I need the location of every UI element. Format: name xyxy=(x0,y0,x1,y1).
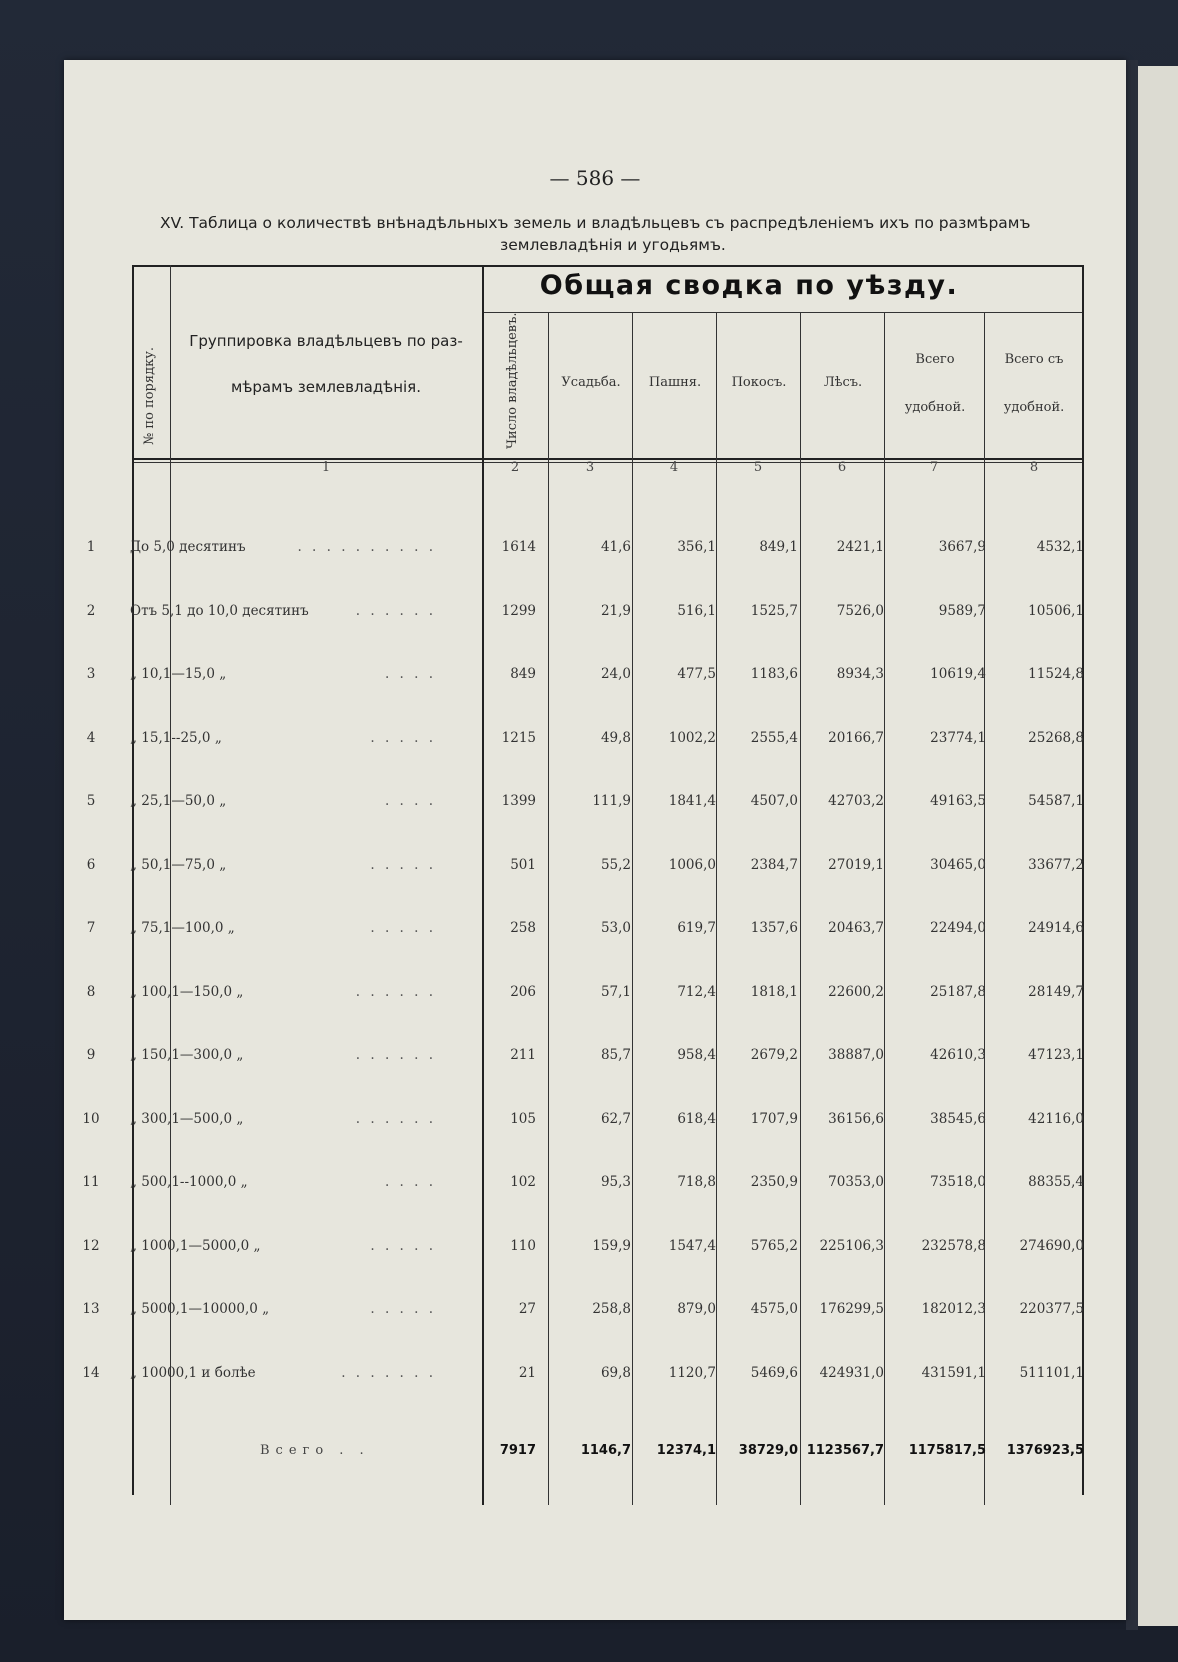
row-usadba: 53,0 xyxy=(600,920,631,936)
row-udobnoy: 25187,8 xyxy=(930,984,986,1000)
row-usadba: 69,8 xyxy=(600,1365,631,1381)
row-pokos: 4575,0 xyxy=(750,1301,798,1317)
row-owners: 1399 xyxy=(501,793,536,809)
row-vsego: 42116,0 xyxy=(1028,1111,1084,1127)
row-usadba: 41,6 xyxy=(600,539,631,555)
row-number: 2 xyxy=(86,603,96,619)
row-usadba: 24,0 xyxy=(600,666,631,682)
row-les: 36156,6 xyxy=(828,1111,884,1127)
column-number-4: 4 xyxy=(669,460,679,475)
row-udobnoy: 22494,0 xyxy=(930,920,986,936)
row-vsego: 511101,1 xyxy=(1019,1365,1084,1381)
row-owners: 1299 xyxy=(501,603,536,619)
row-group: „ 10,1—15,0 „ xyxy=(130,666,227,682)
row-owners: 258 xyxy=(510,920,536,936)
total-pokos: 38729,0 xyxy=(738,1443,798,1458)
row-pokos: 2384,7 xyxy=(750,857,798,873)
row-number: 7 xyxy=(86,920,96,936)
table-row xyxy=(0,603,1084,627)
row-pashnya: 1120,7 xyxy=(668,1365,716,1381)
les-column-header: Лѣсъ. xyxy=(823,375,863,390)
row-udobnoy: 23774,1 xyxy=(930,730,986,746)
row-les: 70353,0 xyxy=(828,1174,884,1190)
row-vsego: 274690,0 xyxy=(1019,1238,1084,1254)
row-owners: 1215 xyxy=(501,730,536,746)
row-usadba: 62,7 xyxy=(600,1111,631,1127)
row-vsego: 33677,2 xyxy=(1028,857,1084,873)
row-udobnoy: 182012,3 xyxy=(921,1301,986,1317)
row-udobnoy: 42610,3 xyxy=(930,1047,986,1063)
table-row xyxy=(0,1365,1084,1389)
vsego-udobnoy-line-1: Всего xyxy=(915,352,955,367)
row-les: 8934,3 xyxy=(836,666,884,682)
table-row xyxy=(0,984,1084,1008)
page-gutter xyxy=(1126,60,1138,1630)
row-owners: 206 xyxy=(510,984,536,1000)
row-usadba: 49,8 xyxy=(600,730,631,746)
row-pokos: 1525,7 xyxy=(750,603,798,619)
row-pashnya: 1547,4 xyxy=(668,1238,716,1254)
row-group: „ 100,1—150,0 „ xyxy=(130,984,244,1000)
row-group: „ 75,1—100,0 „ xyxy=(130,920,235,936)
row-number: 5 xyxy=(86,793,96,809)
row-usadba: 159,9 xyxy=(592,1238,631,1254)
row-group: „ 50,1—75,0 „ xyxy=(130,857,227,873)
column-number-8: 8 xyxy=(1029,460,1039,475)
table-top-rule xyxy=(132,265,1084,267)
row-vsego: 54587,1 xyxy=(1028,793,1084,809)
row-owners: 105 xyxy=(510,1111,536,1127)
total-usadba: 1146,7 xyxy=(580,1443,631,1458)
row-usadba: 95,3 xyxy=(600,1174,631,1190)
row-pokos: 5765,2 xyxy=(750,1238,798,1254)
row-pashnya: 879,0 xyxy=(677,1301,716,1317)
row-group: „ 10000,1 и болѣе xyxy=(130,1365,256,1381)
row-number: 12 xyxy=(82,1238,100,1254)
row-udobnoy: 3667,9 xyxy=(938,539,986,555)
row-pashnya: 618,4 xyxy=(677,1111,716,1127)
row-leader-dots: . . . . . xyxy=(370,1238,436,1254)
row-number: 11 xyxy=(82,1174,100,1190)
row-usadba: 111,9 xyxy=(592,793,631,809)
row-udobnoy: 9589,7 xyxy=(938,603,986,619)
grouping-header-line-1: Группировка владѣльцевъ по раз- xyxy=(189,332,463,350)
total-pashnya: 12374,1 xyxy=(656,1443,716,1458)
row-owners: 211 xyxy=(510,1047,536,1063)
table-row xyxy=(0,539,1084,563)
row-pokos: 1707,9 xyxy=(750,1111,798,1127)
table-row xyxy=(0,1301,1084,1325)
table-title xyxy=(160,212,1100,256)
title-line-2: землевладѣнія и угодьямъ. xyxy=(500,236,726,254)
row-owners: 27 xyxy=(518,1301,536,1317)
column-number-6: 6 xyxy=(837,460,847,475)
row-udobnoy: 431591,1 xyxy=(921,1365,986,1381)
row-pashnya: 718,8 xyxy=(677,1174,716,1190)
row-leader-dots: . . . . xyxy=(384,666,436,682)
grouping-header-line-2: мѣрамъ землевладѣнія. xyxy=(231,378,421,396)
row-leader-dots: . . . . xyxy=(384,1174,436,1190)
row-pokos: 2350,9 xyxy=(750,1174,798,1190)
row-vsego: 24914,6 xyxy=(1028,920,1084,936)
vsego-s-udobnoy-line-2: удобной. xyxy=(1003,400,1065,415)
owners-column-header: Число владѣльцевъ. xyxy=(505,312,520,449)
row-les: 176299,5 xyxy=(819,1301,884,1317)
table-row xyxy=(0,920,1084,944)
row-number: 6 xyxy=(86,857,96,873)
row-les: 20166,7 xyxy=(828,730,884,746)
table-row xyxy=(0,1111,1084,1135)
row-group: „ 300,1—500,0 „ xyxy=(130,1111,244,1127)
row-group: „ 5000,1—10000,0 „ xyxy=(130,1301,270,1317)
row-les: 22600,2 xyxy=(828,984,884,1000)
row-pashnya: 516,1 xyxy=(677,603,716,619)
row-usadba: 258,8 xyxy=(592,1301,631,1317)
col-border-4 xyxy=(632,312,633,1505)
row-usadba: 57,1 xyxy=(600,984,631,1000)
row-leader-dots: . . . . . . xyxy=(355,1111,436,1127)
vsego-s-udobnoy-line-1: Всего съ xyxy=(1004,352,1064,367)
row-owners: 501 xyxy=(510,857,536,873)
row-group: „ 1000,1—5000,0 „ xyxy=(130,1238,261,1254)
row-udobnoy: 10619,4 xyxy=(930,666,986,682)
row-usadba: 21,9 xyxy=(600,603,631,619)
row-pokos: 1357,6 xyxy=(750,920,798,936)
row-pokos: 849,1 xyxy=(759,539,798,555)
table-row xyxy=(0,793,1084,817)
row-group: До 5,0 десятинъ xyxy=(130,539,246,555)
row-group: „ 150,1—300,0 „ xyxy=(130,1047,244,1063)
column-number-5: 5 xyxy=(753,460,763,475)
row-pashnya: 712,4 xyxy=(677,984,716,1000)
column-number-2: 2 xyxy=(510,460,520,475)
row-leader-dots: . . . . xyxy=(384,793,436,809)
row-leader-dots: . . . . . xyxy=(370,857,436,873)
pashnya-column-header: Пашня. xyxy=(648,375,702,390)
row-leader-dots: . . . . . . xyxy=(355,603,436,619)
pokos-column-header: Покосъ. xyxy=(731,375,787,390)
column-number-1: 1 xyxy=(321,460,331,475)
table-row xyxy=(0,1238,1084,1262)
row-pashnya: 1841,4 xyxy=(668,793,716,809)
main-heading: Общая сводка по уѣзду. xyxy=(539,270,959,301)
total-label: Всего . . xyxy=(260,1443,370,1458)
row-number: 14 xyxy=(82,1365,100,1381)
row-vsego: 220377,5 xyxy=(1019,1301,1084,1317)
row-les: 225106,3 xyxy=(819,1238,884,1254)
row-les: 424931,0 xyxy=(819,1365,884,1381)
row-leader-dots: . . . . . xyxy=(370,730,436,746)
row-vsego: 47123,1 xyxy=(1028,1047,1084,1063)
row-owners: 102 xyxy=(510,1174,536,1190)
row-usadba: 85,7 xyxy=(600,1047,631,1063)
total-row xyxy=(0,1443,1084,1467)
col-border-7 xyxy=(884,312,885,1505)
usadba-column-header: Усадьба. xyxy=(561,375,621,390)
row-pokos: 1818,1 xyxy=(750,984,798,1000)
row-usadba: 55,2 xyxy=(600,857,631,873)
row-group: „ 500,1--1000,0 „ xyxy=(130,1174,248,1190)
row-udobnoy: 38545,6 xyxy=(930,1111,986,1127)
vsego-udobnoy-column-header xyxy=(886,336,984,432)
row-pokos: 2555,4 xyxy=(750,730,798,746)
row-les: 27019,1 xyxy=(828,857,884,873)
table-row xyxy=(0,666,1084,690)
row-number: 8 xyxy=(86,984,96,1000)
row-leader-dots: . . . . . xyxy=(370,920,436,936)
adjacent-page-edge xyxy=(1138,66,1178,1626)
row-leader-dots: . . . . . . xyxy=(355,984,436,1000)
row-pokos: 4507,0 xyxy=(750,793,798,809)
col-border-8 xyxy=(984,312,985,1505)
grouping-header xyxy=(172,318,480,410)
row-pashnya: 1006,0 xyxy=(668,857,716,873)
table-row xyxy=(0,857,1084,881)
total-vsego: 1376923,5 xyxy=(1006,1443,1084,1458)
total-udobnoy: 1175817,5 xyxy=(908,1443,986,1458)
row-owners: 21 xyxy=(518,1365,536,1381)
row-les: 42703,2 xyxy=(828,793,884,809)
column-number-3: 3 xyxy=(585,460,595,475)
row-udobnoy: 73518,0 xyxy=(930,1174,986,1190)
row-leader-dots: . . . . . . xyxy=(355,1047,436,1063)
row-pashnya: 1002,2 xyxy=(668,730,716,746)
row-group: „ 15,1--25,0 „ xyxy=(130,730,222,746)
table-row xyxy=(0,1047,1084,1071)
row-number: 13 xyxy=(82,1301,100,1317)
col-border-5 xyxy=(716,312,717,1505)
row-vsego: 25268,8 xyxy=(1028,730,1084,746)
row-udobnoy: 30465,0 xyxy=(930,857,986,873)
row-vsego: 11524,8 xyxy=(1028,666,1084,682)
row-les: 38887,0 xyxy=(828,1047,884,1063)
row-owners: 849 xyxy=(510,666,536,682)
row-udobnoy: 49163,5 xyxy=(930,793,986,809)
row-leader-dots: . . . . . . . xyxy=(341,1365,436,1381)
row-pashnya: 356,1 xyxy=(677,539,716,555)
number-column-header: № по порядку. xyxy=(142,347,157,445)
row-vsego: 88355,4 xyxy=(1028,1174,1084,1190)
table-row xyxy=(0,730,1084,754)
row-group: „ 25,1—50,0 „ xyxy=(130,793,227,809)
total-owners: 7917 xyxy=(499,1443,536,1458)
row-pashnya: 477,5 xyxy=(677,666,716,682)
main-heading-rule xyxy=(484,312,1084,313)
col-border-6 xyxy=(800,312,801,1505)
row-pokos: 2679,2 xyxy=(750,1047,798,1063)
row-pashnya: 958,4 xyxy=(677,1047,716,1063)
row-pokos: 1183,6 xyxy=(750,666,798,682)
row-udobnoy: 232578,8 xyxy=(921,1238,986,1254)
table-row xyxy=(0,1174,1084,1198)
row-owners: 1614 xyxy=(501,539,536,555)
page-number: — 586 — xyxy=(549,166,641,190)
row-number: 10 xyxy=(82,1111,100,1127)
vsego-udobnoy-line-2: удобной. xyxy=(904,400,966,415)
row-leader-dots: . . . . . . . . . . xyxy=(297,539,436,555)
total-les: 1123567,7 xyxy=(806,1443,884,1458)
row-les: 2421,1 xyxy=(836,539,884,555)
row-number: 3 xyxy=(86,666,96,682)
row-number: 9 xyxy=(86,1047,96,1063)
row-owners: 110 xyxy=(510,1238,536,1254)
row-pashnya: 619,7 xyxy=(677,920,716,936)
row-vsego: 28149,7 xyxy=(1028,984,1084,1000)
column-number-7: 7 xyxy=(929,460,939,475)
col-border-3 xyxy=(548,312,549,1505)
vsego-s-udobnoy-column-header xyxy=(986,336,1082,432)
row-pokos: 5469,6 xyxy=(750,1365,798,1381)
row-vsego: 10506,1 xyxy=(1028,603,1084,619)
title-line-1: XV. Таблица о количествѣ внѣнадѣльныхъ земель и владѣльцевъ съ распредѣленіемъ ихъ по размѣрамъ xyxy=(160,214,1031,232)
row-les: 20463,7 xyxy=(828,920,884,936)
row-number: 4 xyxy=(86,730,96,746)
row-leader-dots: . . . . . xyxy=(370,1301,436,1317)
row-number: 1 xyxy=(86,539,96,555)
row-vsego: 4532,1 xyxy=(1036,539,1084,555)
row-les: 7526,0 xyxy=(836,603,884,619)
row-group: Отъ 5,1 до 10,0 десятинъ xyxy=(130,603,309,619)
